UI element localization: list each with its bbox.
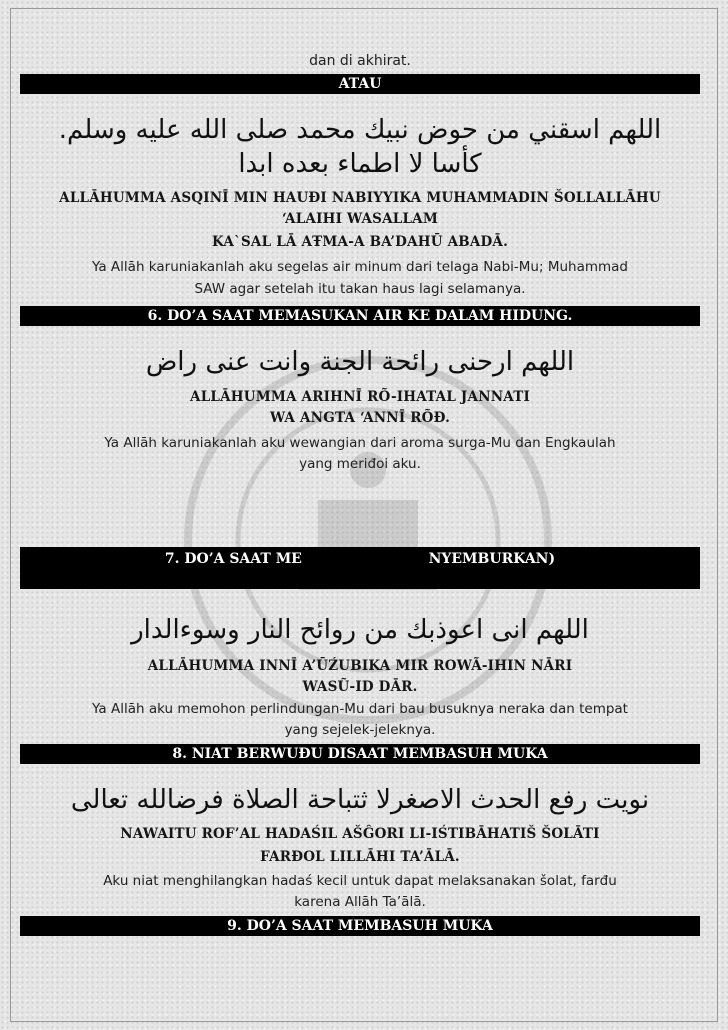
translation-line-2: yang meriđoi aku. (299, 456, 421, 472)
section-6-heading: 6. DO’A SAAT MEMASUKAN AIR KE DALAM HIDUNG. (20, 306, 700, 326)
section-7-heading: 7. DO’A SAAT ME NYEMBURKAN) (20, 547, 700, 589)
section-8-heading: 8. NIAT BERWUĐU DISAAT MEMBASUH MUKA (20, 744, 700, 764)
transliteration-line-2: FARĐOL LILLĀHI TA’ĀLĀ. (260, 849, 460, 865)
arabic-prayer-line-2: كأسا لا اطماء بعده ابدا (238, 149, 482, 179)
arabic-niat: نويت رفع الحدث الاصغرلا ثتباحة الصلاة فرضالله تعالى (70, 785, 650, 815)
atau-heading-bar: ATAU (20, 74, 700, 94)
transliteration-line-2: ‘ALAIHI WASALLAM (282, 211, 438, 227)
translation-line-2: yang sejelek-jeleknya. (284, 722, 436, 738)
transliteration-line-1: ALLĀHUMMA INNĪ A’ŪŹUBIKA MIR ROWÃ-IHIN NĀRI (147, 658, 573, 674)
transliteration-line-1: ALLĀHUMMA ARIHNĪ RÕ-IHATAL JANNATI (190, 389, 530, 405)
translation-line-2: karena Allāh Ta’ālā. (294, 894, 426, 910)
transliteration-line-2: WASŨ-ID DĀR. (302, 679, 418, 695)
continuation-text: dan di akhirat. (309, 53, 411, 69)
translation-line-1: Aku niat menghilangkan hadaś kecil untuk dapat melaksanakan šolat, farđu (103, 873, 617, 889)
transliteration-line-2: WA ANGTA ‘ANNĪ RÕĐ. (269, 410, 451, 426)
arabic-prayer: اللهم انى اعوذبك من روائح النار وسوءالدار (131, 615, 589, 645)
arabic-prayer: اللهم ارحنى رائحة الجنة وانت عنى راض (145, 347, 575, 377)
transliteration-line-1: ALLĀHUMMA ASQINĪ MIN HAUĐI NABIYYIKA MUHAMMADIN ŠOLLALLĀHU (59, 190, 661, 206)
arabic-prayer-line-1: اللهم اسقني من حوض نبيك محمد صلى الله عليه وسلم. (58, 115, 662, 145)
transliteration-line-1: NAWAITU ROF’AL HADAŚIL AŠĜORI LI-IŚTIBĀHATIŠ ŠOLĀTI (120, 826, 600, 842)
section-9-heading: 9. DO’A SAAT MEMBASUH MUKA (20, 916, 700, 936)
translation-line-1: Ya Allāh karuniakanlah aku segelas air minum dari telaga Nabi-Mu; Muhammad (91, 259, 628, 275)
translation-line-2: SAW agar setelah itu takan haus lagi selamanya. (194, 281, 526, 297)
translation-line-1: Ya Allāh karuniakanlah aku wewangian dari aroma surga-Mu dan Engkaulah (104, 435, 616, 451)
transliteration-line-3: KA`SAL LĀ AŦMA-A BA’DAHŪ ABADĀ. (211, 234, 509, 250)
translation-line-1: Ya Allāh aku memohon perlindungan-Mu dari bau busuknya neraka dan tempat (92, 701, 628, 717)
